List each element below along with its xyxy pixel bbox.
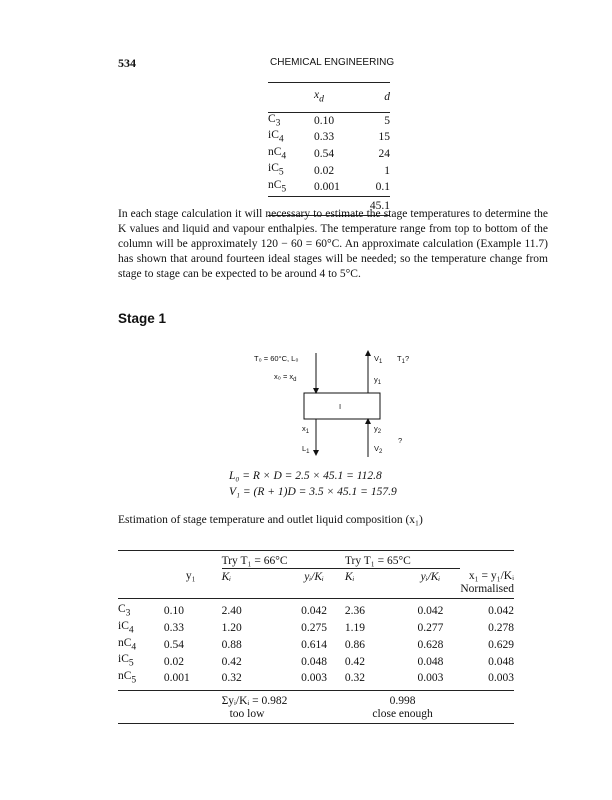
table-caption: Estimation of stage temperature and outlet liquid composition (x₁) <box>118 514 423 526</box>
sum-65: 0.998 <box>389 695 416 708</box>
try-65-header: Try T₁ = 65°C <box>345 551 460 569</box>
header-xd: $x_d$ <box>314 83 362 113</box>
label-t1: $T_1$? <box>397 354 410 365</box>
label-question: ? <box>398 436 403 445</box>
equations <box>229 468 397 500</box>
col-x: x₁ = y₁/Kᵢ <box>468 570 514 583</box>
equation-v1: V₁ = (R + 1)D = 3.5 × 45.1 = 157.9 <box>229 486 397 498</box>
body-paragraph: In each stage calculation it will necessary to estimate the stage temperatures to determine the K values and liquid and vapour enthalpies. The temperature range from top to bottom of the column will be approximately 120 − 60 = 60°C. An approximate calculation (Example 11.7) has shown that around fourteen ideal stages will be needed; so the temperature change from stage to stage can be expected to be around 4 to 5°C. <box>118 208 548 280</box>
table-row: $iC_5$ 0.02 1 <box>268 162 390 178</box>
running-head: CHEMICAL ENGINEERING <box>270 57 395 68</box>
stage-box <box>304 393 380 419</box>
stage-number: I <box>338 402 342 411</box>
table-row: $iC_4$ 0.33 1.20 0.275 1.19 0.277 0.278 <box>118 619 514 635</box>
label-y2: $y_2$ <box>374 424 382 435</box>
table-row: $C_3$ 0.10 2.40 0.042 2.36 0.042 0.042 <box>118 602 514 619</box>
column-header-row <box>118 568 514 583</box>
col-k-66: Kᵢ <box>221 570 232 583</box>
sum-66: Σyᵢ/Kᵢ = 0.982 <box>221 695 288 708</box>
label-x1: $x_1$ <box>302 424 310 435</box>
table-row: $C_3$ 0.10 5 <box>268 112 390 128</box>
col-k-65: Kᵢ <box>344 570 355 583</box>
page-number: 534 <box>118 56 136 70</box>
normalised-row <box>118 583 514 598</box>
verdict-65: close enough <box>345 708 460 724</box>
col-yk-66: yᵢ/Kᵢ <box>304 570 324 583</box>
label-y1: $y_1$ <box>374 375 382 386</box>
composition-table <box>268 82 390 216</box>
col-y: y₁ <box>185 570 196 583</box>
stage-diagram <box>240 345 440 460</box>
verdict-row <box>118 708 514 724</box>
col-yk-65: yᵢ/Kᵢ <box>420 570 441 583</box>
label-v1: $V_1$ <box>374 354 383 365</box>
try-header-row <box>118 551 514 569</box>
label-v2: $V_2$ <box>374 444 383 455</box>
table-row: $nC_5$ 0.001 0.32 0.003 0.32 0.003 0.003 <box>118 670 514 690</box>
sum-row <box>118 691 514 708</box>
table-row: $nC_5$ 0.001 0.1 <box>268 178 390 195</box>
label-x0: $x_0 = x_d$ <box>274 372 297 383</box>
table-row: $iC_5$ 0.02 0.42 0.048 0.42 0.048 0.048 <box>118 653 514 669</box>
section-title: Stage 1 <box>118 311 167 326</box>
equation-l0: L₀ = R × D = 2.5 × 45.1 = 112.8 <box>229 470 382 482</box>
table-row: $nC_4$ 0.54 0.88 0.614 0.86 0.628 0.629 <box>118 636 514 652</box>
table-row: $nC_4$ 0.54 24 <box>268 145 390 162</box>
total-value: 45.1 <box>362 196 390 215</box>
header-d: d <box>362 83 390 113</box>
temperature-estimation-table <box>118 550 514 724</box>
label-t0-l0: T₀ = 60°C, L₀ <box>254 354 299 363</box>
col-normalised: Normalised <box>460 583 514 598</box>
table-header-row <box>268 83 390 113</box>
label-l1: $L_1$ <box>302 444 310 455</box>
verdict-66: too low <box>222 708 345 724</box>
try-66-header: Try T₁ = 66°C <box>222 551 345 569</box>
table-row: $iC_4$ 0.33 15 <box>268 129 390 145</box>
